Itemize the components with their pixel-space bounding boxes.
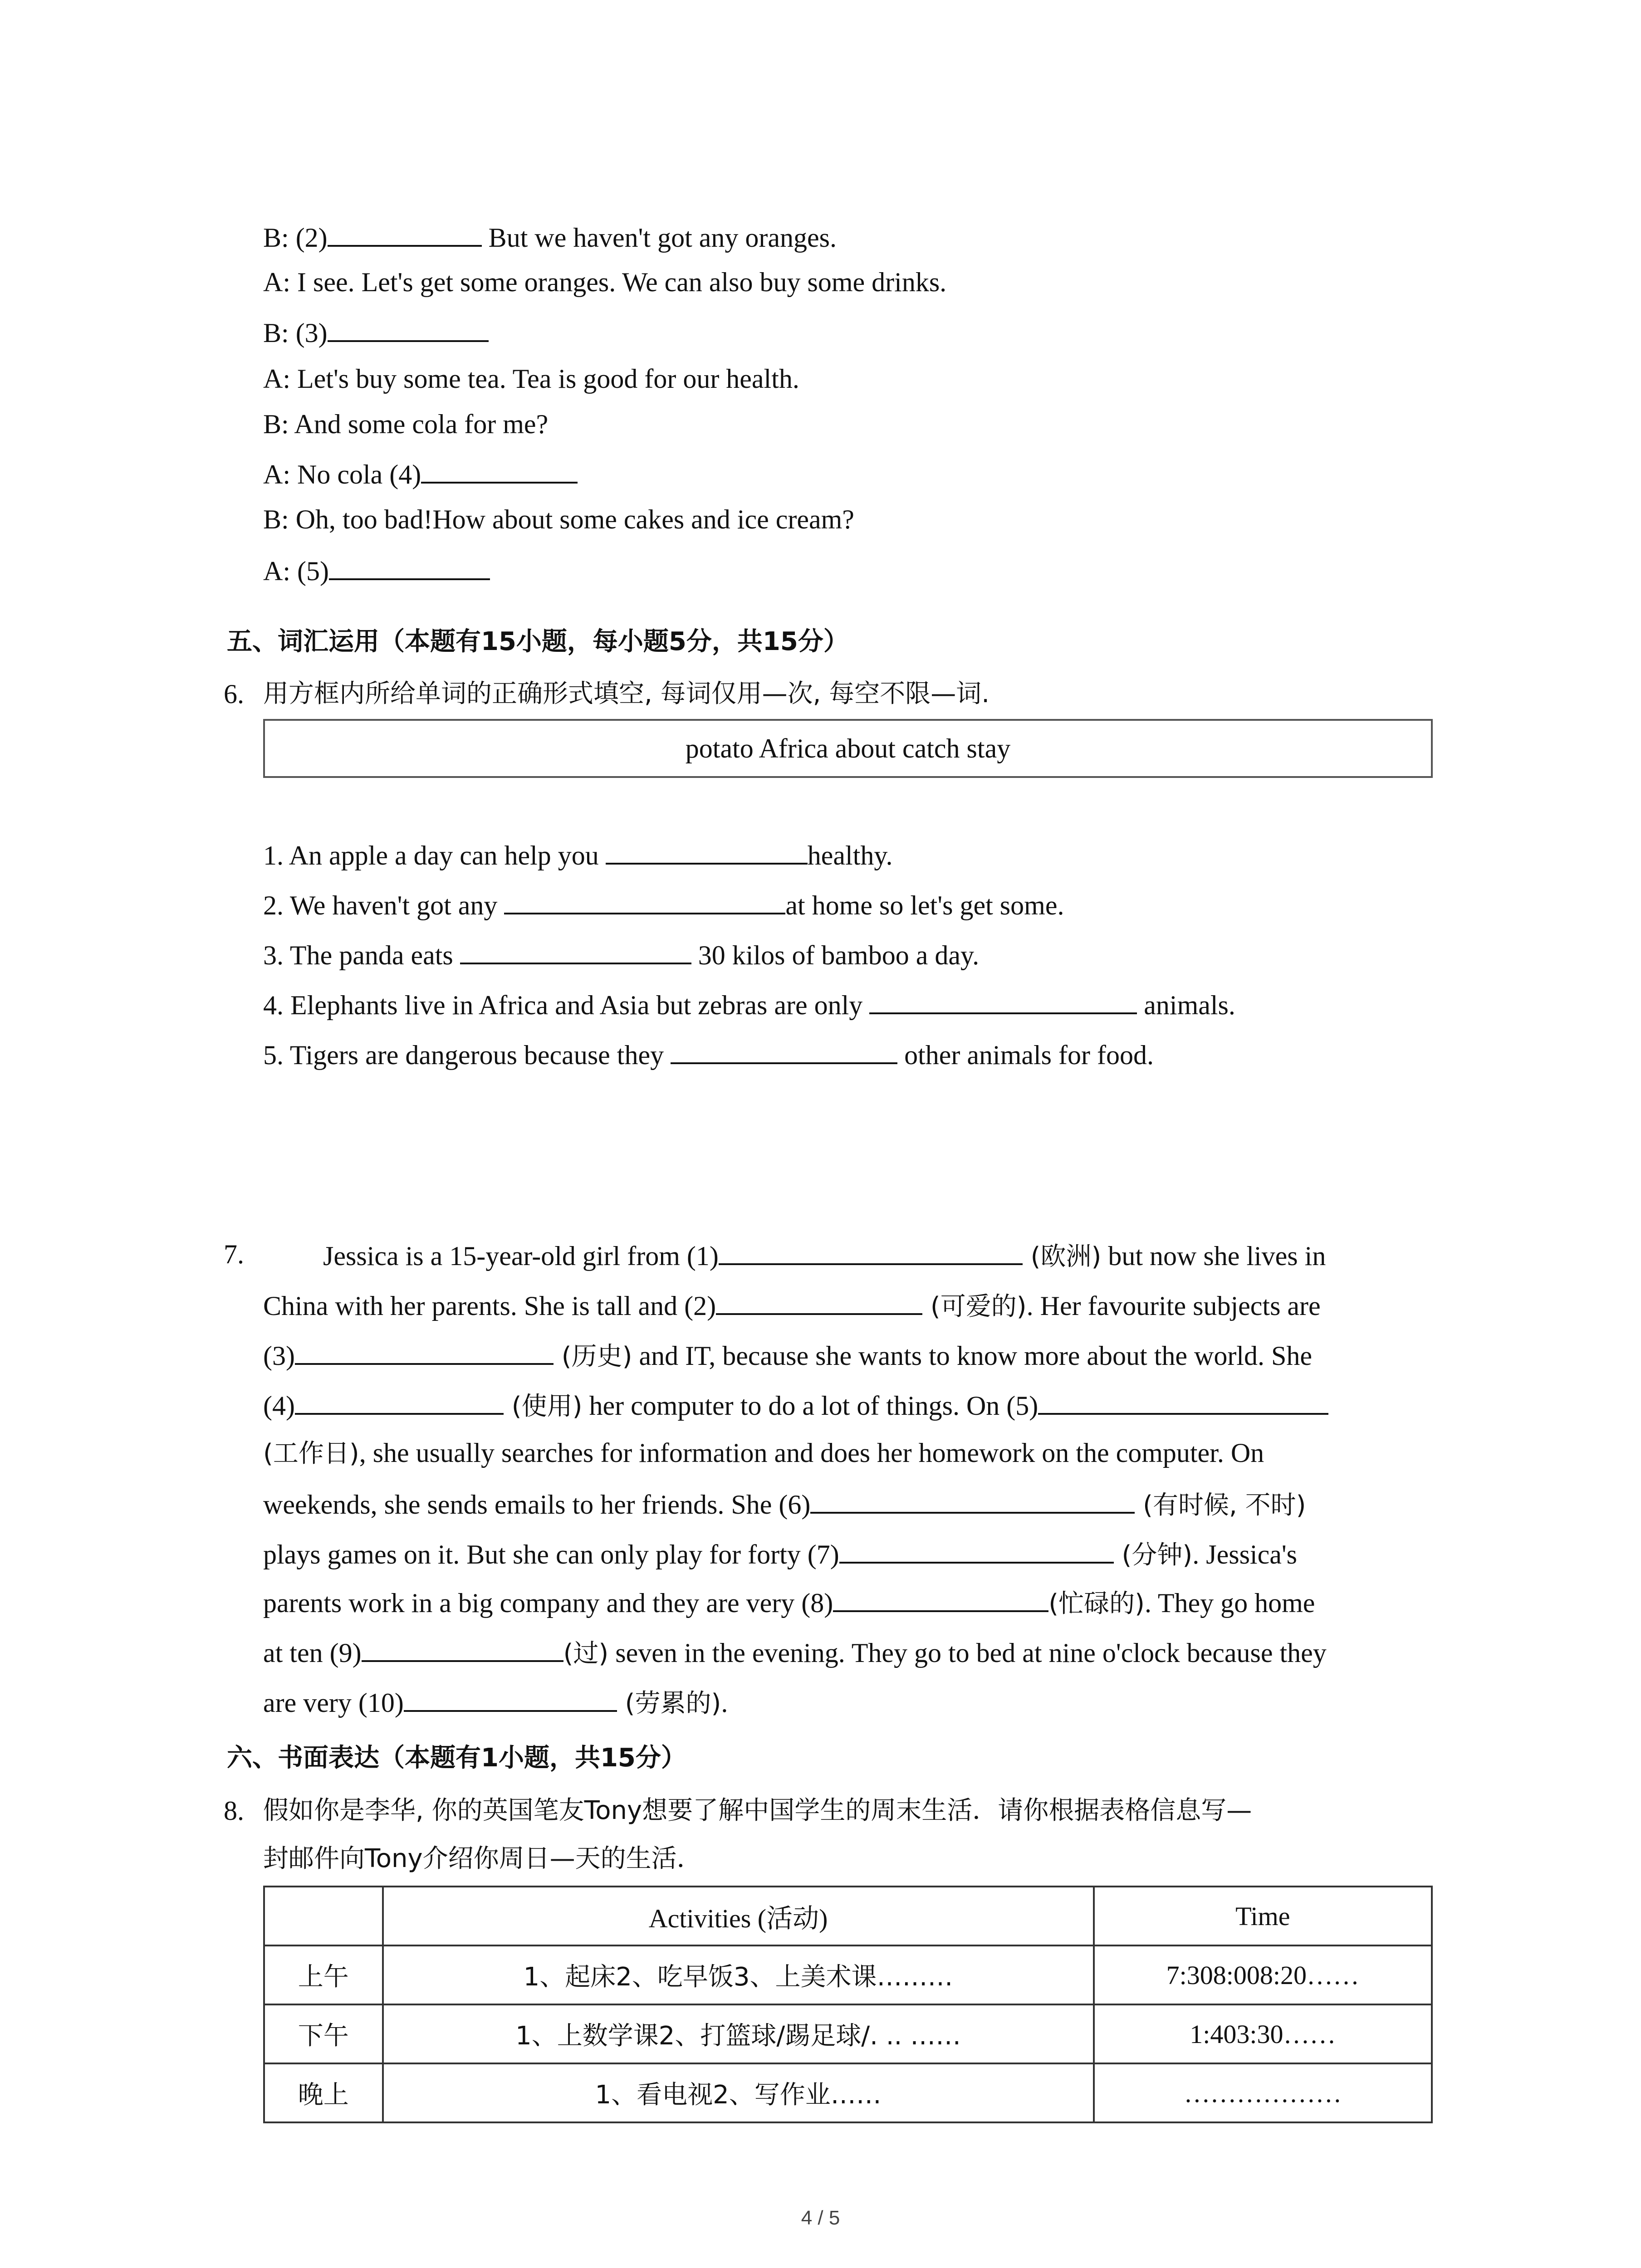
answer-blank[interactable] <box>328 222 482 247</box>
section-6-title: 六、书面表达（本题有1小题，共15分） <box>227 1743 686 1773</box>
speaker-label: A: <box>263 267 297 297</box>
table-cell-activities: 1、看电视2、写作业…… <box>383 2063 1094 2122</box>
passage-text: . Jessica's <box>1192 1540 1298 1569</box>
passage-line <box>263 1687 728 1716</box>
table-header-cell: Time <box>1094 1887 1432 1945</box>
passage-text: . They go home <box>1144 1588 1315 1618</box>
answer-blank[interactable] <box>606 840 808 865</box>
table-header-cell <box>264 1887 383 1945</box>
answer-blank[interactable] <box>671 1040 897 1064</box>
passage-line <box>323 1241 1326 1270</box>
speaker-label: B: <box>263 223 296 253</box>
passage-text: weekends, she sends emails to her friends. She (6) <box>263 1490 811 1520</box>
item-text: 1. An apple a day can help you <box>263 841 606 870</box>
dialogue-text: (5) <box>297 556 329 586</box>
table-cell-activities: 1、起床2、吃早饭3、上美术课……… <box>383 1945 1094 2004</box>
chinese-hint: (过) <box>563 1639 609 1668</box>
answer-blank[interactable] <box>295 1340 554 1365</box>
table-row <box>264 2063 1432 2122</box>
passage-line <box>263 1588 1315 1617</box>
item-text: 4. Elephants live in Africa and Asia but zebras are only <box>263 990 870 1020</box>
speaker-label: A: <box>263 459 297 489</box>
dialogue-line <box>263 318 489 347</box>
table-cell-period: 下午 <box>264 2004 383 2063</box>
passage-line <box>263 1390 1328 1419</box>
section-5-title: 五、词汇运用（本题有15小题，每小题5分，共15分） <box>227 627 849 656</box>
chinese-hint: (劳累的) <box>617 1689 721 1718</box>
passage-text: and IT, because she wants to know more about the world. She <box>632 1341 1312 1371</box>
speaker-label: A: <box>263 556 297 586</box>
dialogue-text: No cola (4) <box>297 459 421 489</box>
speaker-label: B: <box>263 318 296 348</box>
fill-in-item <box>263 990 1235 1019</box>
fill-in-item <box>263 940 979 969</box>
question-6-number: 6. <box>224 679 244 709</box>
item-text: 3. The panda eats <box>263 940 460 970</box>
passage-text: China with her parents. She is tall and (2) <box>263 1291 716 1321</box>
dialogue-text: And some cola for me? <box>294 409 549 439</box>
table-header-cell: Activities (活动) <box>383 1887 1094 1945</box>
passage-line <box>263 1539 1297 1568</box>
table-cell-activities: 1、上数学课2、打篮球/踢足球/. .. …… <box>383 2004 1094 2063</box>
dialogue-line <box>263 556 490 585</box>
dialogue-line <box>263 459 578 488</box>
table-cell-time: 7:308:008:20…… <box>1094 1945 1432 2004</box>
answer-blank[interactable] <box>810 1489 1135 1514</box>
speaker-label: A: <box>263 364 297 394</box>
item-text: other animals for food. <box>897 1040 1154 1070</box>
answer-blank[interactable] <box>421 459 578 484</box>
answer-blank[interactable] <box>716 1290 922 1315</box>
speaker-label: B: <box>263 409 294 439</box>
chinese-hint: (工作日) <box>263 1439 359 1468</box>
table-cell-period: 上午 <box>264 1945 383 2004</box>
passage-line <box>263 1290 1321 1320</box>
dialogue-line <box>263 411 548 438</box>
word-bank-box <box>263 719 1433 778</box>
passage-text: (3) <box>263 1341 295 1371</box>
item-text: healthy. <box>807 841 893 870</box>
answer-blank[interactable] <box>460 940 691 964</box>
question-8-number: 8. <box>224 1796 244 1826</box>
answer-blank[interactable] <box>504 890 785 914</box>
passage-line <box>263 1489 1306 1518</box>
passage-text: seven in the evening. They go to bed at nine o'clock because they <box>608 1638 1327 1668</box>
chinese-hint: (有时候, 不时) <box>1135 1491 1306 1520</box>
table-cell-time: ……………… <box>1094 2063 1432 2122</box>
question-8-line-1: 假如你是李华, 你的英国笔友Tony想要了解中国学生的周末生活．请你根据表格信息写— <box>263 1796 1252 1825</box>
activities-table <box>263 1886 1433 2123</box>
question-8-line-2: 封邮件向Tony介绍你周日—天的生活． <box>263 1844 702 1873</box>
passage-text: are very (10) <box>263 1688 404 1718</box>
answer-blank[interactable] <box>869 990 1137 1014</box>
passage-text: but now she lives in <box>1101 1241 1326 1271</box>
dialogue-text: Oh, too bad!How about some cakes and ice cream? <box>295 504 854 534</box>
question-7-number: 7. <box>224 1239 244 1269</box>
passage-text: her computer to do a lot of things. On (5) <box>582 1391 1038 1421</box>
answer-blank[interactable] <box>404 1687 617 1712</box>
answer-blank[interactable] <box>295 1390 504 1415</box>
answer-blank[interactable] <box>719 1241 1023 1265</box>
answer-blank[interactable] <box>833 1588 1048 1612</box>
answer-blank[interactable] <box>1038 1390 1328 1415</box>
item-text: 30 kilos of bamboo a day. <box>691 940 980 970</box>
passage-text: parents work in a big company and they are very (8) <box>263 1588 833 1618</box>
dialogue-text: (2) <box>295 223 328 253</box>
item-text: animals. <box>1137 990 1235 1020</box>
passage-text: . <box>721 1688 728 1718</box>
chinese-hint: (使用) <box>503 1392 583 1421</box>
question-6-instruction: 用方框内所给单词的正确形式填空, 每词仅用—次, 每空不限—词. <box>263 679 990 709</box>
table-header-row <box>264 1887 1432 1945</box>
table-cell-period: 晚上 <box>264 2063 383 2122</box>
dialogue-text: (3) <box>295 318 328 348</box>
passage-text: , she usually searches for information and does her homework on the computer. On <box>359 1438 1264 1468</box>
speaker-label: B: <box>263 504 296 534</box>
dialogue-text: Let's buy some tea. Tea is good for our health. <box>297 364 799 394</box>
passage-text: Jessica is a 15-year-old girl from (1) <box>323 1241 719 1271</box>
dialogue-line <box>263 222 837 251</box>
fill-in-item <box>263 890 1064 919</box>
table-cell-time: 1:403:30…… <box>1094 2004 1432 2063</box>
passage-text: (4) <box>263 1391 295 1421</box>
dialogue-text: But we haven't got any oranges. <box>481 223 837 253</box>
answer-blank[interactable] <box>328 318 489 342</box>
passage-text: plays games on it. But she can only play for forty (7) <box>263 1540 839 1569</box>
passage-line <box>263 1439 1264 1466</box>
table-row <box>264 2004 1432 2063</box>
item-text: 5. Tigers are dangerous because they <box>263 1040 671 1070</box>
fill-in-item <box>263 840 893 869</box>
dialogue-line <box>263 269 946 296</box>
answer-blank[interactable] <box>329 556 490 580</box>
item-text: at home so let's get some. <box>785 890 1064 920</box>
chinese-hint: (欧洲) <box>1022 1242 1102 1271</box>
item-text: 2. We haven't got any <box>263 890 505 920</box>
chinese-hint: (忙碌的) <box>1048 1589 1145 1618</box>
chinese-hint: (可爱的) <box>922 1292 1027 1321</box>
answer-blank[interactable] <box>839 1539 1114 1564</box>
passage-line <box>263 1637 1327 1667</box>
dialogue-text: I see. Let's get some oranges. We can also buy some drinks. <box>297 267 947 297</box>
chinese-hint: (历史) <box>553 1342 632 1371</box>
table-row <box>264 1945 1432 2004</box>
passage-text: . Her favourite subjects are <box>1026 1291 1321 1321</box>
dialogue-line <box>263 506 854 533</box>
page-number: 4 / 5 <box>801 2207 840 2229</box>
passage-text: at ten (9) <box>263 1638 362 1668</box>
chinese-hint: (分钟) <box>1113 1540 1193 1570</box>
word-bank: potato Africa about catch stay <box>685 733 1011 763</box>
dialogue-line <box>263 365 799 392</box>
answer-blank[interactable] <box>362 1637 563 1662</box>
passage-line <box>263 1340 1312 1369</box>
fill-in-item <box>263 1040 1154 1069</box>
